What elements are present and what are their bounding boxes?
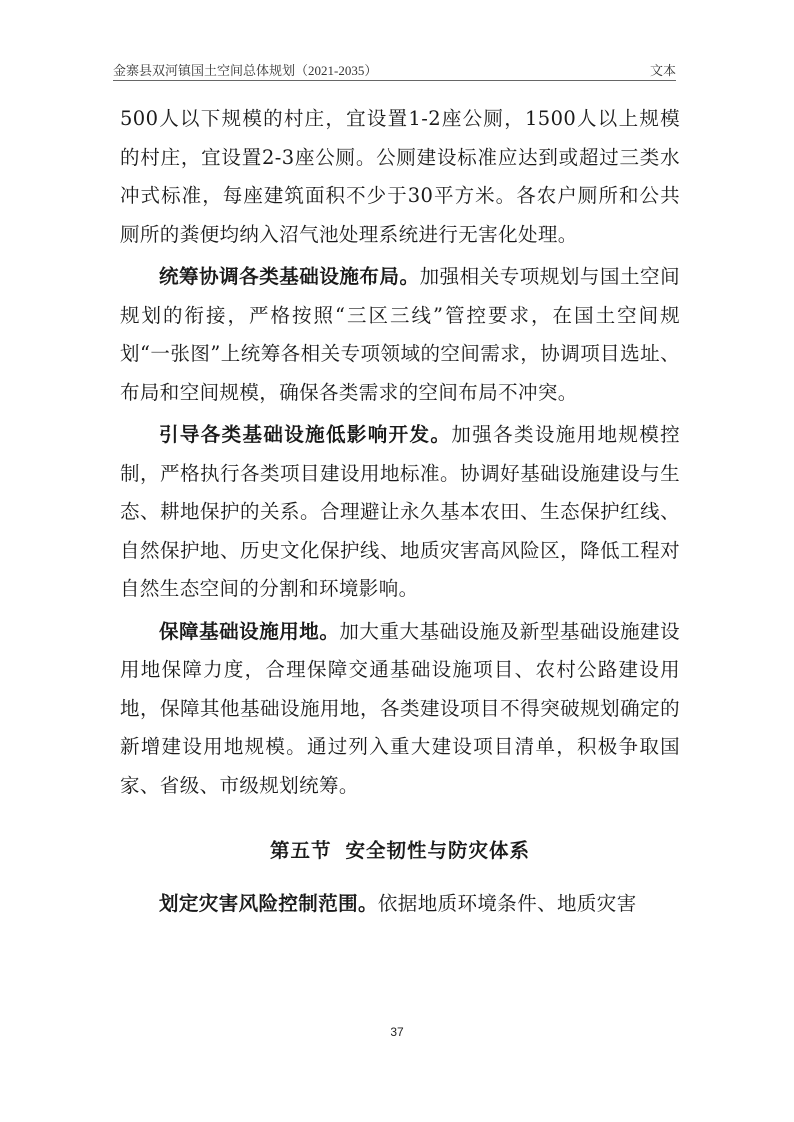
paragraph-toilets — [120, 100, 680, 254]
header-divider — [113, 80, 676, 81]
section-title: 安全韧性与防灾体系 — [345, 839, 531, 862]
document-title: 金寨县双河镇国土空间总体规划（2021-2035） — [113, 63, 378, 78]
header-section-label: 文本 — [649, 63, 676, 78]
paragraph-text: 加大重大基础设施及新型基础设施建设用地保障力度，合理保障交通基础设施项目、农村公路建设用地，保障其他基础设施用地，各类建设项目不得突破规划确定的新增建设用地规模。通过列入重大建设项目清单，积极争取国家、省级、市级规划统筹。 — [120, 619, 680, 797]
paragraph-heading: 引导各类基础设施低影响开发。 — [159, 423, 452, 446]
document-body — [120, 100, 680, 924]
paragraph-heading: 保障基础设施用地。 — [159, 619, 340, 643]
paragraph-land-guarantee — [120, 613, 680, 806]
paragraph-text: 500人以下规模的村庄，宜设置1-2座公厕，1500人以上规模的村庄，宜设置2-3座公厕。公厕建设标准应达到或超过三类水冲式标准，每座建筑面积不少于30平方米。各农户厕所和公共厕所的粪便均纳入沼气池处理系统进行无害化处理。 — [120, 107, 680, 246]
paragraph-heading: 划定灾害风险控制范围。 — [159, 892, 378, 915]
page-number: 37 — [390, 1025, 404, 1039]
paragraph-low-impact — [120, 416, 680, 609]
paragraph-risk-zone — [120, 885, 680, 924]
section-heading — [120, 835, 680, 863]
paragraph-text: 依据地质环境条件、地质灾害 — [377, 892, 637, 915]
section-number: 第五节 — [269, 839, 332, 862]
paragraph-heading: 统筹协调各类基础设施布局。 — [159, 265, 420, 288]
paragraph-text: 加强各类设施用地规模控制，严格执行各类项目建设用地标准。协调好基础设施建设与生态、耕地保护的关系。合理避让永久基本农田、生态保护红线、自然保护地、历史文化保护线、地质灾害高风险区，降低工程对自然生态空间的分割和环境影响。 — [120, 423, 680, 600]
paragraph-text: 加强相关专项规划与国土空间规划的衔接，严格按照“三区三线”管控要求，在国土空间规划“一张图”上统筹各相关专项领域的空间需求，协调项目选址、布局和空间规模，确保各类需求的空间布局不冲突。 — [120, 265, 681, 404]
paragraph-coordinate-layout — [120, 258, 680, 412]
page-header — [113, 60, 676, 82]
